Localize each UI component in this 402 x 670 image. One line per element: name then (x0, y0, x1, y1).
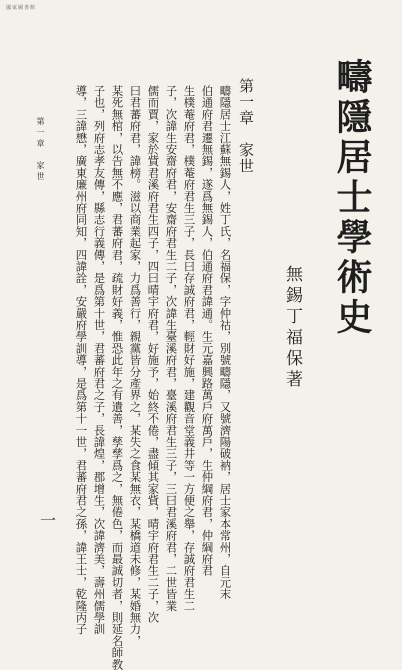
author-line: 無錫丁福保著 (282, 265, 302, 391)
page-number: 一 (40, 511, 57, 530)
body-column-3: 生樸菴府君，樸菴府君生三子，長曰存誠府君，輕財好施，建觀音堂義井等一方便之舉，存誠府君生二 (182, 85, 197, 612)
body-column-8: 子也，列府志孝友傳，縣志行義傳，是爲第十世，君蕃府君之子，長諱煌，郡增生，次諱濟美，壽州儒學訓 (92, 85, 107, 635)
body-column-6: 曰君蕃府君，諱榜。滋以商業起家，力爲善行，親黨皆分產界之，某失之食某無衣，某橋道未修，某婚無力， (128, 85, 143, 647)
body-column-9: 導，三諱懋，廣東廉州府同知，四諱詮，安嚴府學訓導，是爲第十一世，君蕃府君之孫，諱王士，乾隆丙子 (74, 85, 89, 635)
margin-chapter-label: 第一章 家世 (36, 117, 45, 183)
chapter-heading: 第一章 家世 (237, 78, 255, 174)
book-title: 疇隱居士學術史 (331, 58, 373, 338)
body-column-1: 疇隱居士江蘇無錫人，姓丁氏，名福保，字仲祜，別號疇隱，又號濟陽破衲，居士家本常州，自元末 (218, 85, 233, 600)
body-column-7: 某死無棺，以告無不應，君蕃府君，疏財好義，惟恐此年之有遺善，孳孳爲之，無倦色，而最誠切者，則延名師教 (110, 85, 125, 670)
library-stamp: 國家圖書館 (6, 5, 37, 11)
body-column-4: 子，次諱生安齋府君，安齋府君生二子，次諱生臺溪府君，臺溪府君生三子，三曰君溪府君，二世皆業 (164, 85, 179, 612)
body-column-2: 伯通府君遷無錫，遂爲無錫人，伯通府君諱通。生元嘉興路萬戶府萬戶，生仲綱府君，仲綱府君 (200, 85, 215, 577)
body-column-5: 儒而賈，家於貲君溪府君生四子，四曰晴宇府君，好施予，始終不倦，盡傾其家貲，晴宇府君生二子，次 (146, 85, 161, 624)
